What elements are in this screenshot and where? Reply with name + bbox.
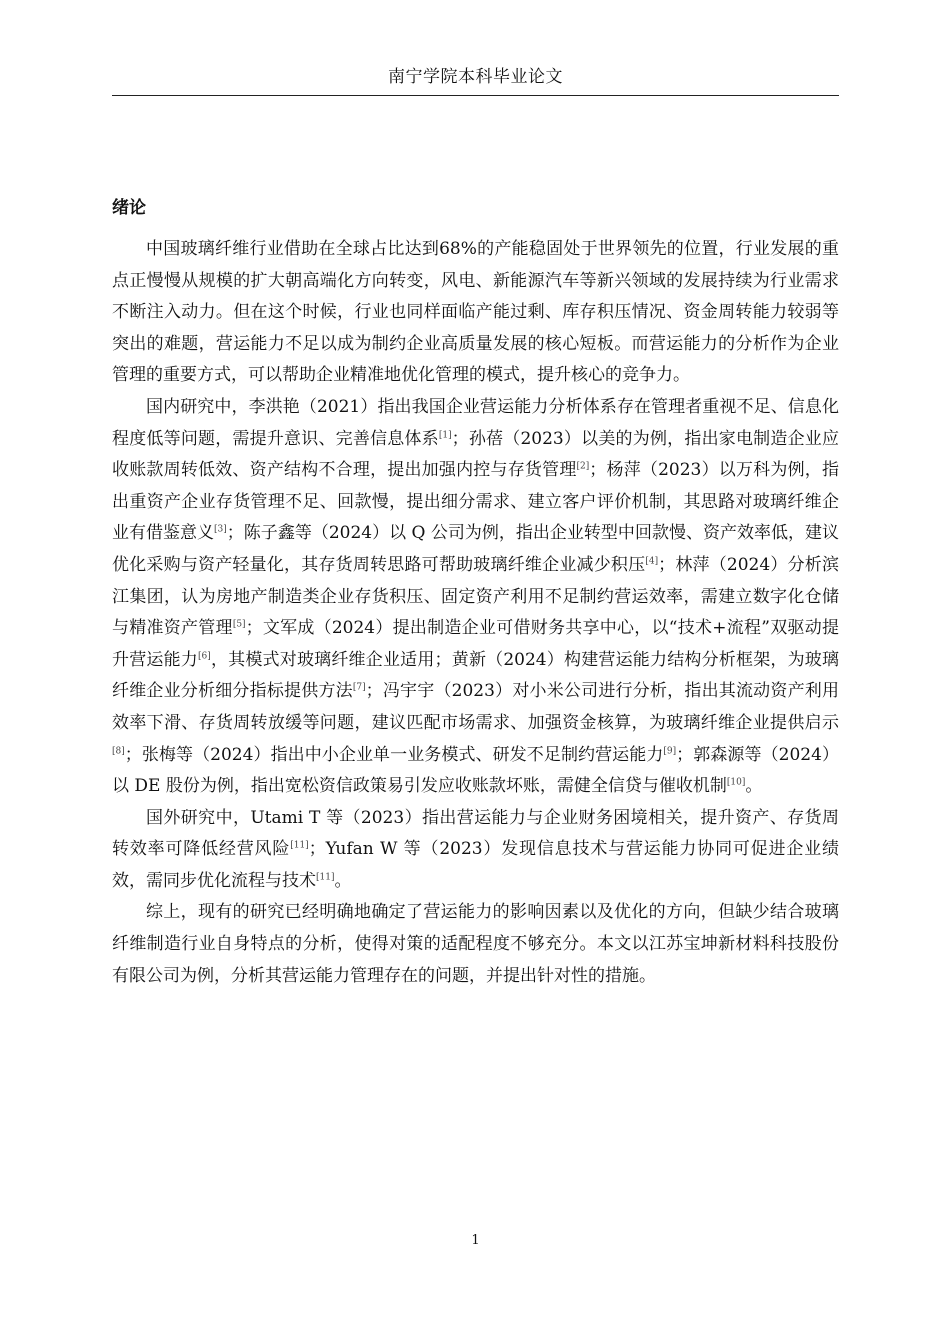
paragraph-text: 综上，现有的研究已经明确地确定了营运能力的影响因素以及优化的方向，但缺少结合玻璃纤维制造行业自身特点的分析，使得对策的适配程度不够充分。本文以江苏宝坤新材料科技股份有限公司为例，分析其营运能力管理存在的问题，并提出针对性的措施。 (112, 902, 839, 986)
paragraph-text: ；Yufan W 等（2023）发现信息技术与营运能力协同可促进企业绩效，需同步优化流程与技术 (112, 839, 839, 891)
paragraph (112, 897, 839, 992)
citation-ref: [1] (438, 429, 452, 440)
paragraph-text: ；文军成（2024）提出制造企业可借财务共享中心，以“技术+流程”双驱动提升营运能力 (112, 618, 839, 670)
paragraph-text: ；林萍（2024）分析滨江集团，认为房地产制造类企业存货积压、固定资产利用不足制约营运效率，需建立数字化仓储与精准资产管理 (112, 554, 840, 639)
paragraph (112, 234, 839, 392)
running-header: 南宁学院本科毕业论文 (388, 67, 563, 87)
citation-ref: [11] (290, 840, 309, 851)
body-text (112, 234, 839, 992)
paragraph-text: 中国玻璃纤维行业借助在全球占比达到68%的产能稳固处于世界领先的位置，行业发展的重点正慢慢从规模的扩大朝高端化方向转变，风电、新能源汽车等新兴领域的发展持续为行业需求不断注入动力。但在这个时候，行业也同样面临产能过剩、库存积压情况、资金周转能力较弱等突出的难题，营运能力不足以成为制约企业高质量发展的核心短板。而营运能力的分析作为企业管理的重要方式，可以帮助企业精准地优化管理的模式，提升核心的竞争力。 (112, 239, 839, 386)
paragraph-text: 。 (334, 870, 352, 891)
paragraph-text: ；孙蓓（2023）以美的为例，指出家电制造企业应收账款周转低效、资产结构不合理，提出加强内控与存货管理 (112, 428, 839, 481)
citation-ref: [2] (576, 461, 590, 472)
paragraph-text: ；张梅等（2024）指出中小企业单一业务模式、研发不足制约营运能力 (124, 744, 664, 765)
paragraph (112, 803, 839, 898)
citation-ref: [5] (232, 619, 246, 630)
section-heading: 绪论 (112, 198, 146, 218)
paragraph-text: 国外研究中，Utami T 等（2023）指出营运能力与企业财务困境相关，提升资产、存货周转效率可降低经营风险 (112, 807, 839, 860)
paragraph-text: ；杨萍（2023）以万科为例，指出重资产企业存货管理不足、回款慢，提出细分需求、建立客户评价机制，其思路对玻璃纤维企业有借鉴意义 (112, 460, 840, 544)
paragraph-text: ；陈子鑫等（2024）以 Q 公司为例，指出企业转型中回款慢、资产效率低，建议优化采购与资产轻量化，其存货周转思路可帮助玻璃纤维企业减少积压 (112, 523, 840, 575)
paragraph-text: 国内研究中，李洪艳（2021）指出我国企业营运能力分析体系存在管理者重视不足、信息化程度低等问题，需提升意识、完善信息体系 (112, 396, 839, 449)
citation-ref: [9] (663, 745, 677, 756)
citation-ref: [6] (198, 651, 211, 662)
paragraph-text: ；郭森源等（2024）以 DE 股份为例，指出宽松资信政策易引发应收账款坏账，需健全信贷与催收机制 (112, 744, 839, 797)
paragraph-text: ，其模式对玻璃纤维企业适用；黄新（2024）构建营运能力结构分析框架，为玻璃纤维企业分析细分指标提供方法 (112, 649, 839, 702)
header-rule (112, 95, 839, 96)
paragraph-text: 。 (745, 776, 763, 797)
paragraph (112, 392, 839, 803)
citation-ref: [3] (214, 524, 227, 535)
citation-ref: [10] (726, 777, 746, 788)
paragraph-text: ；冯宇宇（2023）对小米公司进行分析，指出其流动资产利用效率下滑、存货周转放缓等问题，建议匹配市场需求、加强资金核算，为玻璃纤维企业提供启示 (112, 681, 840, 733)
citation-ref: [4] (645, 556, 659, 567)
page-number: 1 (471, 1233, 480, 1248)
citation-ref: [7] (352, 682, 366, 693)
citation-ref: [8] (112, 745, 125, 756)
citation-ref: [11] (316, 872, 335, 883)
